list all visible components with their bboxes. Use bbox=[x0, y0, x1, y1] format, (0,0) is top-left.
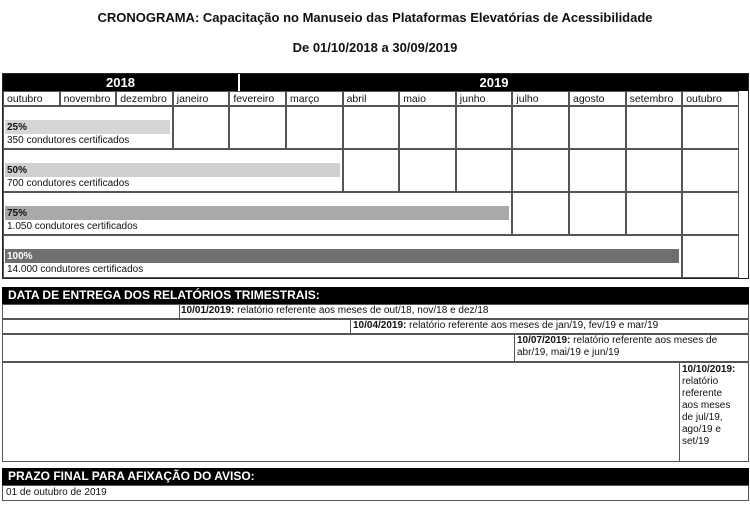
empty-month-cell bbox=[286, 106, 343, 149]
month-header-6: abril bbox=[343, 91, 400, 106]
milestone-bar bbox=[5, 163, 340, 177]
milestone-bar bbox=[5, 206, 509, 220]
empty-month-cell bbox=[456, 106, 513, 149]
report-4-line-2: referente bbox=[682, 388, 723, 399]
empty-month-cell bbox=[569, 192, 626, 235]
report-3 bbox=[517, 335, 745, 359]
empty-month-cell bbox=[682, 192, 739, 235]
empty-month-cell bbox=[399, 149, 456, 192]
document-period: De 01/10/2018 a 30/09/2019 bbox=[292, 40, 458, 55]
milestone-percent: 25% bbox=[7, 122, 28, 133]
month-header-9: julho bbox=[512, 91, 569, 106]
report-3-date: 10/07/2019: bbox=[517, 335, 571, 346]
empty-month-cell bbox=[682, 106, 739, 149]
empty-month-cell bbox=[682, 149, 739, 192]
deadline-heading: PRAZO FINAL PARA AFIXAÇÃO DO AVISO: bbox=[2, 468, 749, 485]
milestone-label: 1.050 condutores certificados bbox=[7, 221, 138, 232]
milestone-percent: 50% bbox=[7, 165, 28, 176]
milestone-label: 350 condutores certificados bbox=[7, 135, 130, 146]
deadline-value: 01 de outubro de 2019 bbox=[6, 487, 107, 498]
empty-month-cell bbox=[173, 106, 230, 149]
report-4-line-4: de jul/19, bbox=[682, 412, 723, 423]
month-header-1: novembro bbox=[60, 91, 117, 106]
report-4-line-1: relatório bbox=[682, 376, 719, 387]
month-header-7: maio bbox=[399, 91, 456, 106]
report-row-4 bbox=[2, 362, 749, 462]
empty-month-cell bbox=[399, 106, 456, 149]
empty-month-cell bbox=[626, 149, 683, 192]
empty-month-cell bbox=[229, 106, 286, 149]
empty-month-cell bbox=[682, 235, 739, 278]
year-2019-header: 2019 bbox=[240, 74, 748, 91]
report-3-text: relatório referente aos meses de bbox=[573, 335, 718, 346]
milestone-percent: 100% bbox=[7, 251, 33, 262]
empty-month-cell bbox=[343, 149, 400, 192]
report-4-divider bbox=[679, 362, 680, 462]
empty-month-cell bbox=[626, 192, 683, 235]
report-2-text: relatório referente aos meses de jan/19, fev/19 e mar/19 bbox=[409, 320, 659, 331]
year-2018-header: 2018 bbox=[3, 74, 238, 91]
empty-month-cell bbox=[626, 106, 683, 149]
month-header-11: setembro bbox=[626, 91, 683, 106]
month-header-4: fevereiro bbox=[229, 91, 286, 106]
report-1-date: 10/01/2019: bbox=[181, 305, 235, 316]
report-1-divider bbox=[179, 304, 180, 319]
milestone-bar bbox=[5, 120, 170, 134]
month-header-3: janeiro bbox=[173, 91, 230, 106]
report-1 bbox=[181, 305, 681, 317]
empty-month-cell bbox=[569, 149, 626, 192]
month-header-5: março bbox=[286, 91, 343, 106]
reports-heading: DATA DE ENTREGA DOS RELATÓRIOS TRIMESTRAIS: bbox=[2, 287, 749, 304]
month-header-10: agosto bbox=[569, 91, 626, 106]
milestone-label: 14.000 condutores certificados bbox=[7, 264, 144, 275]
month-header-8: junho bbox=[456, 91, 513, 106]
report-4-line-3: aos meses bbox=[682, 400, 731, 411]
empty-month-cell bbox=[343, 106, 400, 149]
milestone-bar bbox=[5, 249, 679, 263]
report-4 bbox=[682, 364, 748, 448]
report-4-line-5: ago/19 e bbox=[682, 424, 721, 435]
document-title: CRONOGRAMA: Capacitação no Manuseio das Plataformas Elevatórias de Acessibilidade bbox=[97, 10, 653, 25]
empty-month-cell bbox=[512, 106, 569, 149]
month-header-12: outubro bbox=[682, 91, 739, 106]
deadline-row bbox=[2, 485, 749, 501]
empty-month-cell bbox=[456, 149, 513, 192]
empty-month-cell bbox=[512, 192, 569, 235]
report-2 bbox=[353, 320, 743, 332]
report-1-text: relatório referente aos meses de out/18, nov/18 e dez/18 bbox=[237, 305, 489, 316]
empty-month-cell bbox=[512, 149, 569, 192]
report-4-date: 10/10/2019: bbox=[682, 364, 736, 375]
milestone-label: 700 condutores certificados bbox=[7, 178, 130, 189]
report-3-text2: abr/19, mai/19 e jun/19 bbox=[517, 347, 620, 358]
report-3-divider bbox=[514, 334, 515, 362]
report-2-date: 10/04/2019: bbox=[353, 320, 407, 331]
month-header-0: outubro bbox=[3, 91, 60, 106]
month-header-2: dezembro bbox=[116, 91, 173, 106]
milestone-percent: 75% bbox=[7, 208, 28, 219]
empty-month-cell bbox=[569, 106, 626, 149]
report-4-line-6: set/19 bbox=[682, 436, 710, 447]
report-2-divider bbox=[350, 319, 351, 334]
